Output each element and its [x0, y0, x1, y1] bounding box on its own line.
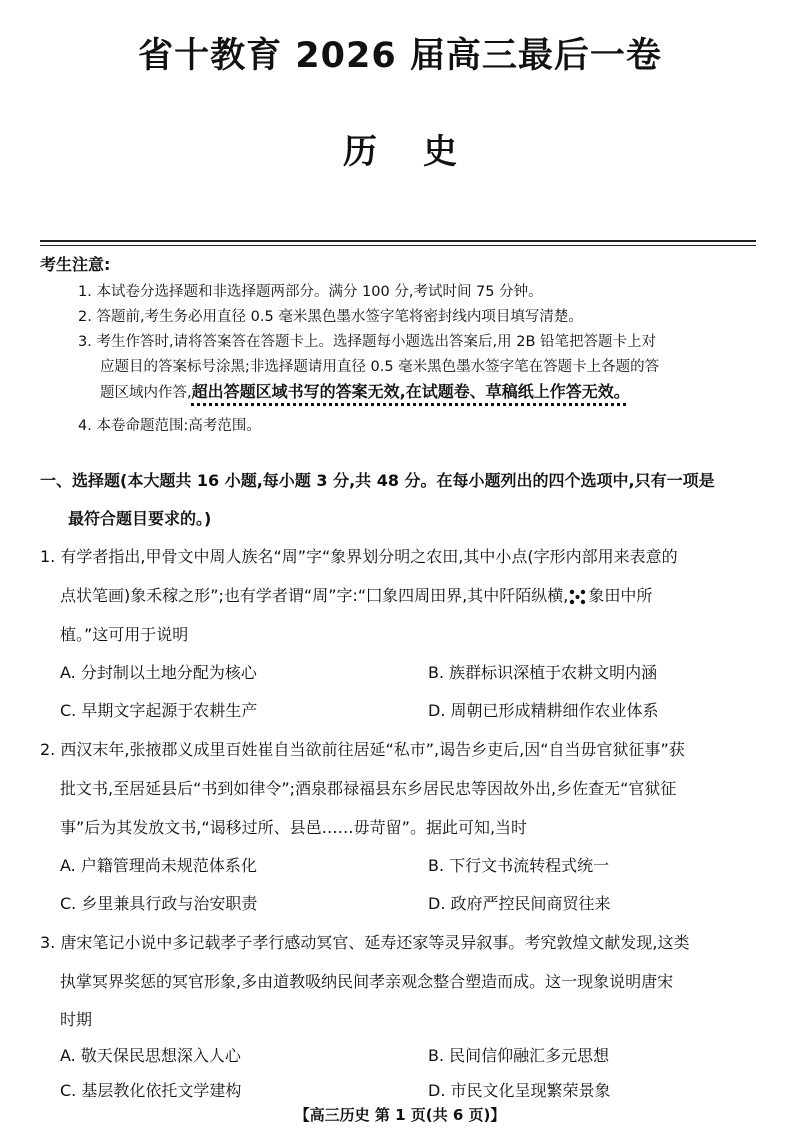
- notice-item-3-cont2: [100, 379, 630, 402]
- question-2-line-3: 事”后为其发放文书,“谒移过所、县邑……毋苛留”。据此可知,当时: [60, 818, 528, 837]
- question-1-option-c[interactable]: C. 早期文字起源于农耕生产: [60, 701, 258, 720]
- question-2-line-1: 2. 西汉末年,张掖郡义成里百姓崔自当欲前往居延“私市”,谒告乡吏后,因“自当毋官狱征事”获: [40, 740, 685, 759]
- question-2-option-d[interactable]: D. 政府严控民间商贸往来: [428, 894, 611, 913]
- divider-thick: [40, 240, 756, 242]
- question-3-option-c[interactable]: C. 基层教化依托文学建构: [60, 1081, 242, 1100]
- question-2-option-a[interactable]: A. 户籍管理尚未规范体系化: [60, 856, 257, 875]
- question-3-option-d[interactable]: D. 市民文化呈现繁荣景象: [428, 1081, 611, 1100]
- question-3-line-3: 时期: [60, 1010, 93, 1029]
- notice-emphasis: 超出答题区域书写的答案无效,在试题卷、草稿纸上作答无效。: [191, 382, 630, 401]
- question-3-line-2: 执掌冥界奖惩的冥官形象,多由道教吸纳民间孝亲观念整合塑造而成。这一现象说明唐宋: [60, 972, 674, 991]
- notice-item-1: 1. 本试卷分选择题和非选择题两部分。满分 100 分,考试时间 75 分钟。: [78, 284, 543, 300]
- question-1-option-d[interactable]: D. 周朝已形成精耕细作农业体系: [428, 701, 659, 720]
- question-3-option-a[interactable]: A. 敬天保民思想深入人心: [60, 1046, 241, 1065]
- exam-title: 省十教育 2026 届高三最后一卷: [138, 36, 662, 76]
- question-1-text: 点状笔画)象禾稼之形”;也有学者谓“周”字:“囗象四周田界,其中阡陌纵横,: [60, 586, 569, 605]
- question-1-option-a[interactable]: A. 分封制以土地分配为核心: [60, 663, 257, 682]
- notice-heading: 考生注意:: [40, 255, 111, 274]
- field-dots-glyph-icon: [568, 588, 588, 606]
- question-1-line-3: 植。”这可用于说明: [60, 625, 189, 644]
- question-3-option-b[interactable]: B. 民间信仰融汇多元思想: [428, 1046, 610, 1065]
- question-3-line-1: 3. 唐宋笔记小说中多记载孝子孝行感动冥官、延寿还家等灵异叙事。考究敦煌文献发现,这类: [40, 933, 690, 952]
- question-2-line-2: 批文书,至居延县后“书到如律令”;酒泉郡禄福县东乡居民忠等因故外出,乡佐查无“官狱征: [60, 779, 677, 798]
- question-1-line-2: [60, 583, 652, 606]
- section-heading: 一、选择题(本大题共 16 小题,每小题 3 分,共 48 分。在每小题列出的四个选项中,只有一项是: [40, 471, 715, 490]
- notice-item-4: 4. 本卷命题范围:高考范围。: [78, 418, 261, 434]
- notice-item-3: 3. 考生作答时,请将答案答在答题卡上。选择题每小题选出答案后,用 2B 铅笔把答题卡上对: [78, 334, 657, 350]
- section-heading-cont: 最符合题目要求的。): [68, 509, 212, 528]
- notice-item-3-cont: 应题目的答案标号涂黑;非选择题请用直径 0.5 毫米黑色墨水签字笔在答题卡上各题的答: [100, 359, 660, 375]
- notice-item-2: 2. 答题前,考生务必用直径 0.5 毫米黑色墨水签字笔将密封线内项目填写清楚。: [78, 309, 583, 325]
- divider-thin: [40, 245, 756, 246]
- question-2-option-b[interactable]: B. 下行文书流转程式统一: [428, 856, 610, 875]
- notice-item-3-text: 题区域内作答,: [100, 385, 192, 401]
- question-1-text-after: 象田中所: [588, 586, 653, 605]
- page-footer: 【高三历史 第 1 页(共 6 页)】: [294, 1106, 506, 1124]
- question-1-line-1: 1. 有学者指出,甲骨文中周人族名“周”字“象界划分明之农田,其中小点(字形内部用来表意的: [40, 547, 678, 566]
- question-1-option-b[interactable]: B. 族群标识深植于农耕文明内涵: [428, 663, 658, 682]
- subject-title: 历史: [343, 132, 503, 172]
- question-2-option-c[interactable]: C. 乡里兼具行政与治安职责: [60, 894, 258, 913]
